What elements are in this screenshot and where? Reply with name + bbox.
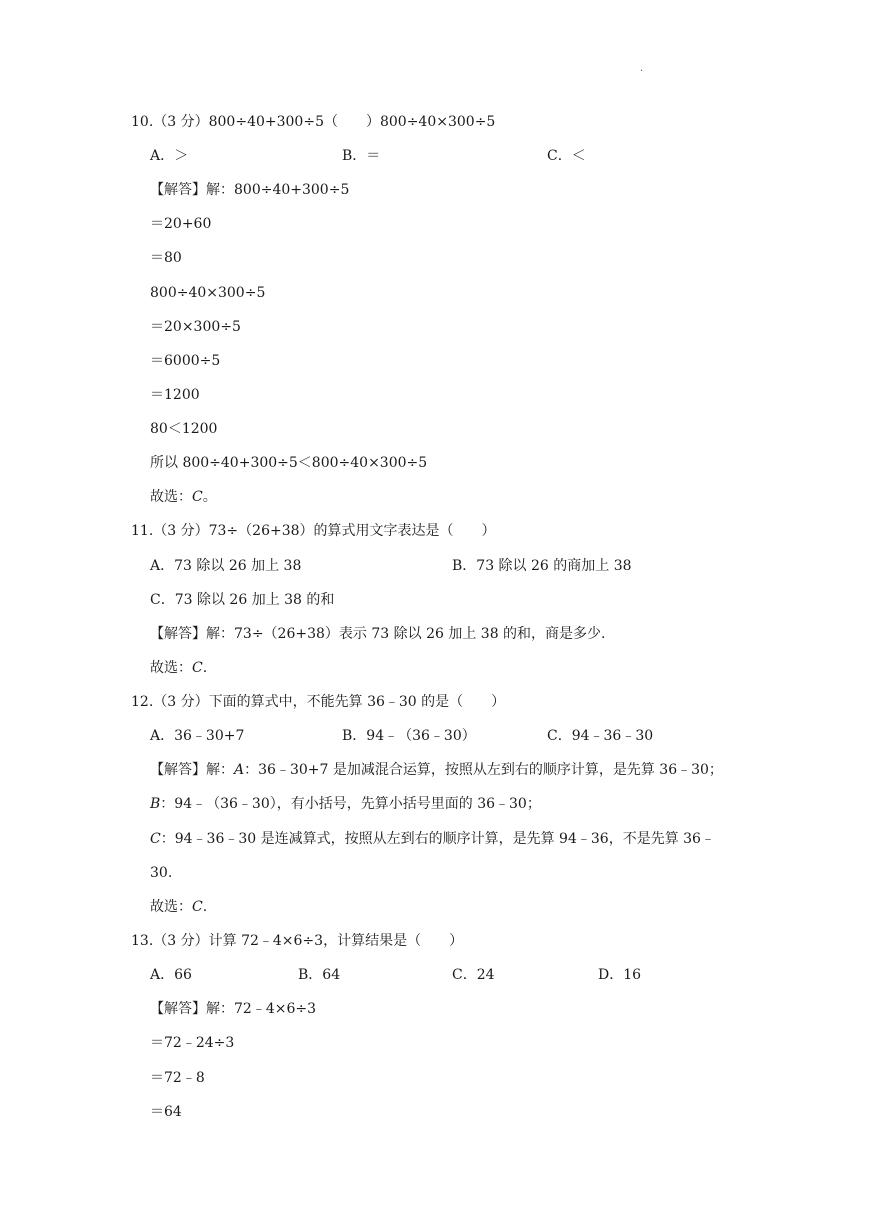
q10-stem: 10.（3 分）800÷40+300÷5（ ）800÷40×300÷5 [131, 114, 496, 130]
q12-solution-b [150, 794, 541, 814]
q12-answer [150, 897, 207, 917]
q10-solution-line: 80＜1200 [150, 421, 218, 437]
solution-prefix: 【解答】解： [150, 762, 234, 778]
answer-value: C [192, 899, 203, 915]
q13-solution-line: 【解答】解：72﹣4×6÷3 [150, 1001, 316, 1017]
q13-stem: 13.（3 分）计算 72﹣4×6÷3，计算结果是（ ） [131, 933, 464, 949]
q13-solution-line: ＝72﹣8 [150, 1070, 205, 1086]
answer-prefix: 故选： [150, 660, 192, 676]
q10-solution-line: ＝1200 [150, 387, 200, 403]
q10-answer [150, 487, 217, 507]
case-label: A [234, 762, 245, 778]
q10-solution-line: 【解答】解：800÷40+300÷5 [150, 182, 350, 198]
case-text: ：36﹣30+7 是加减混合运算，按照从左到右的顺序计算，是先算 36﹣30； [244, 762, 723, 778]
case-label: C [150, 831, 161, 847]
q13-solution-line: ＝64 [150, 1104, 182, 1120]
q10-solution-line: 800÷40×300÷5 [150, 285, 266, 301]
q12-stem: 12.（3 分）下面的算式中，不能先算 36﹣30 的是（ ） [131, 694, 506, 710]
q10-solution-line: ＝20×300÷5 [150, 319, 241, 335]
case-text: ：94﹣（36﹣30），有小括号，先算小括号里面的 36﹣30； [160, 796, 541, 812]
case-text: ：94﹣36﹣30 是连减算式，按照从左到右的顺序计算，是先算 94﹣36，不是先算 36﹣ [160, 831, 715, 847]
q11-option-a: A．73 除以 26 加上 38 [150, 558, 302, 574]
q10-solution-line: ＝80 [150, 250, 182, 266]
q12-solution-c-cont: 30. [150, 865, 173, 881]
q13-option-a: A．66 [150, 967, 192, 983]
q10-solution-line: ＝20+60 [150, 216, 212, 232]
answer-prefix: 故选： [150, 489, 192, 505]
q10-option-c: C．＜ [547, 148, 586, 164]
q13-option-b: B．64 [298, 967, 341, 983]
q12-option-b: B．94﹣（36﹣30） [342, 728, 476, 744]
q13-option-c: C．24 [452, 967, 495, 983]
q10-solution-line: ＝6000÷5 [150, 353, 221, 369]
q10-option-a: A．＞ [150, 148, 189, 164]
header-mark: · [640, 66, 644, 77]
q11-stem: 11.（3 分）73÷（26+38）的算式用文字表达是（ ） [131, 523, 496, 539]
q10-solution-line: 所以 800÷40+300÷5＜800÷40×300÷5 [150, 455, 428, 471]
answer-value: C [192, 660, 203, 676]
q11-option-b: B．73 除以 26 的商加上 38 [452, 558, 632, 574]
answer-suffix: . [202, 660, 208, 676]
answer-value: C [192, 489, 203, 505]
case-label: B [150, 796, 161, 812]
q12-option-c: C．94﹣36﹣30 [547, 728, 654, 744]
q12-option-a: A．36﹣30+7 [150, 728, 245, 744]
q12-solution-a [150, 760, 723, 780]
q10-option-b: B．＝ [342, 148, 381, 164]
answer-prefix: 故选： [150, 899, 192, 915]
q11-solution-line: 【解答】解：73÷（26+38）表示 73 除以 26 加上 38 的和，商是多少. [150, 626, 606, 642]
q11-answer [150, 658, 207, 678]
answer-suffix: . [202, 899, 208, 915]
q12-solution-c [150, 829, 715, 849]
answer-suffix: 。 [202, 489, 217, 505]
q13-solution-line: ＝72﹣24÷3 [150, 1035, 235, 1051]
q13-option-d: D．16 [598, 967, 642, 983]
q11-option-c: C．73 除以 26 加上 38 的和 [150, 592, 335, 608]
